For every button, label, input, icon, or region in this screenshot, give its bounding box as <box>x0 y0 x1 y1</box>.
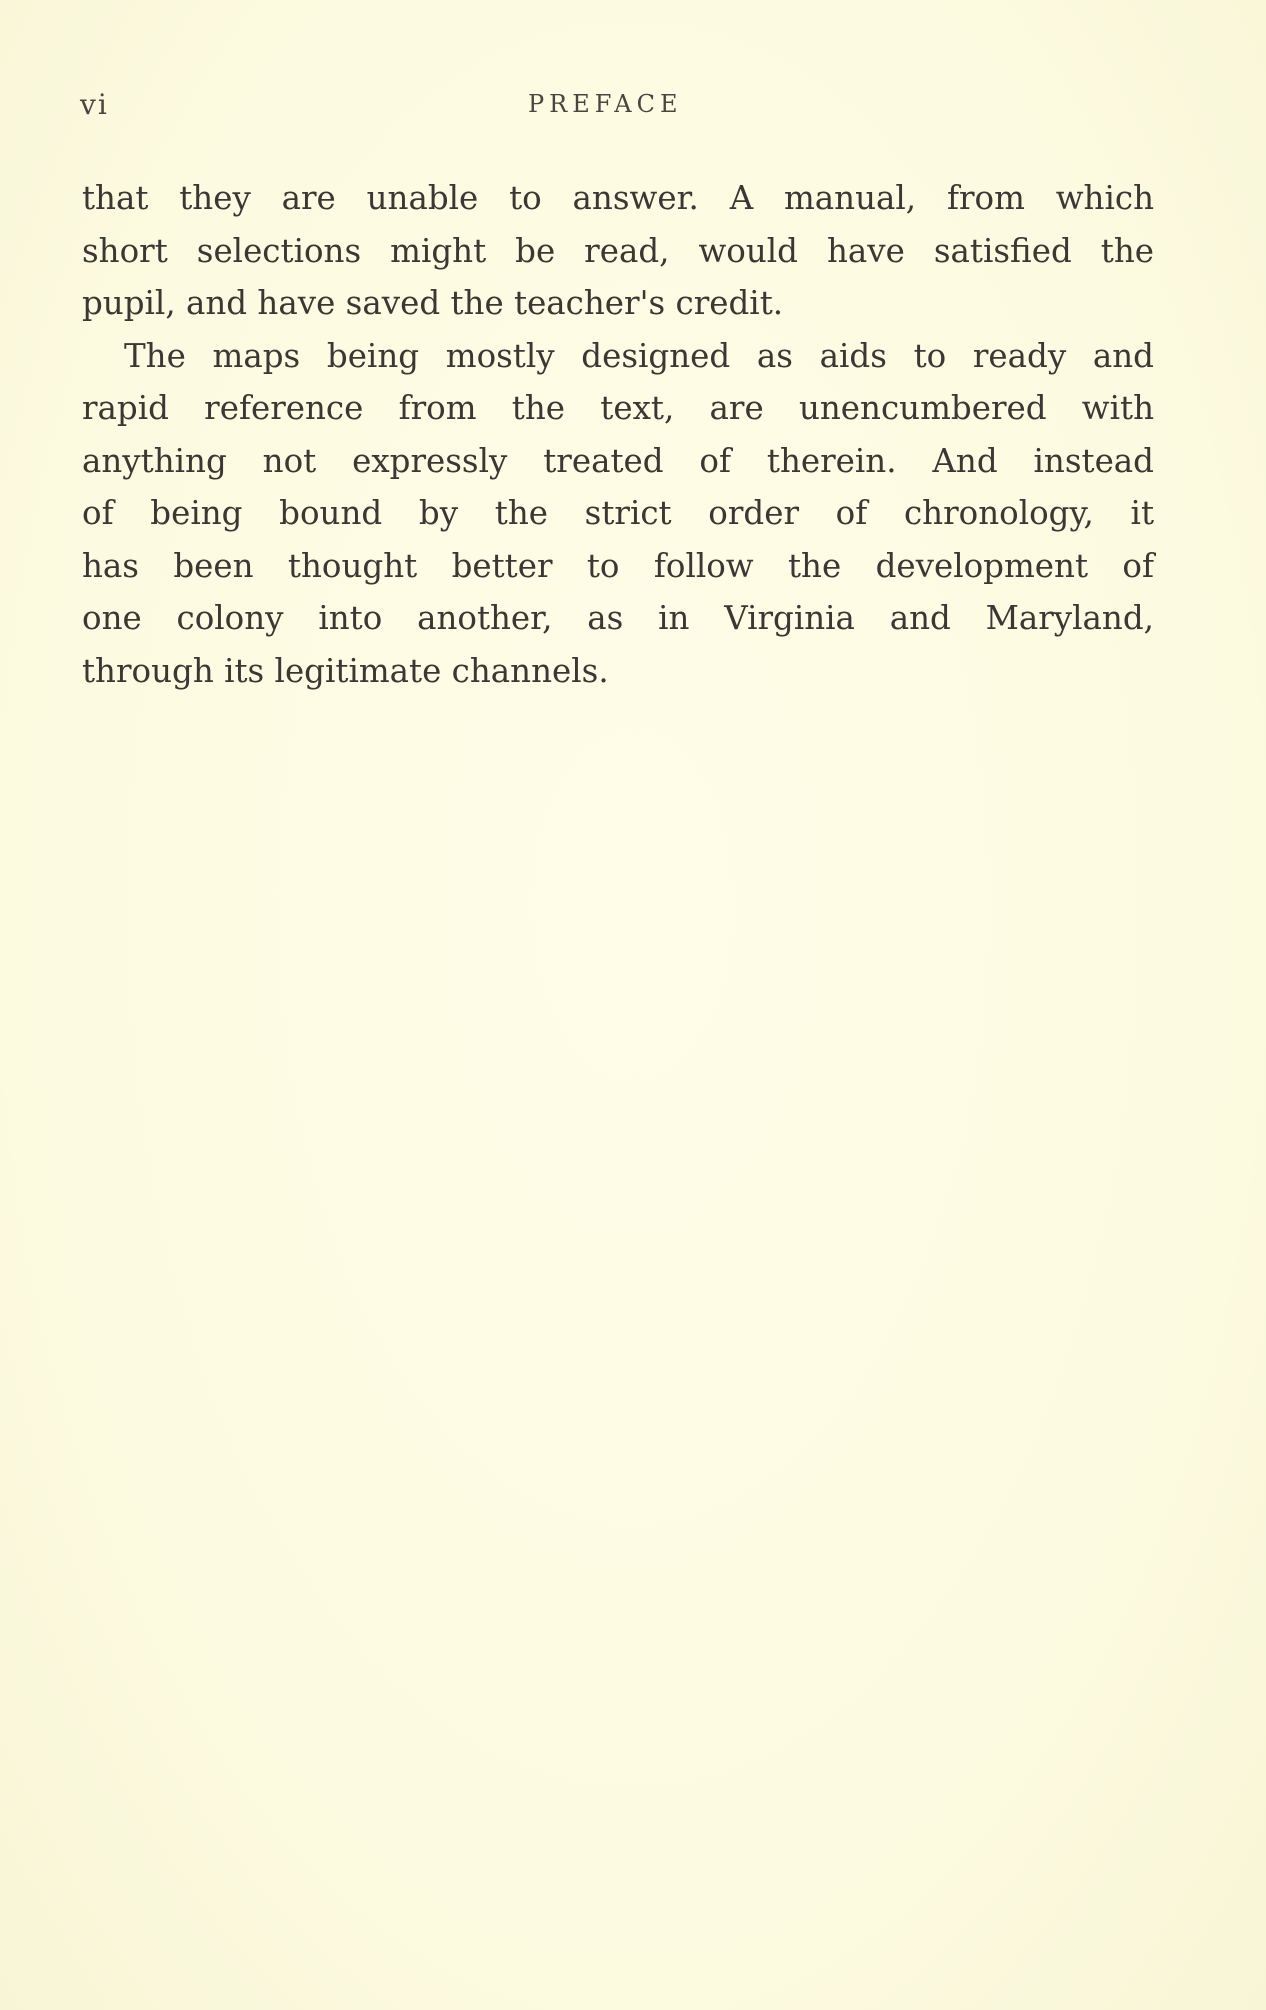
text-line: rapid reference from the text, are unencumbered with <box>82 389 1154 427</box>
text-line: through its legitimate channels. <box>82 651 609 690</box>
text-line: The maps being mostly designed as aids to ready and <box>124 336 1154 375</box>
text-line: has been thought better to follow the development of <box>82 546 1154 585</box>
text-line: pupil, and have saved the teacher's credit. <box>82 284 784 322</box>
text-line: anything not expressly treated of therein. And instead <box>82 441 1154 480</box>
text-line: of being bound by the strict order of chronology, it <box>82 494 1154 532</box>
page-number: vi <box>80 88 109 121</box>
preface-text <box>82 172 1154 697</box>
text-line: one colony into another, as in Virginia and Maryland, <box>82 599 1154 637</box>
text-line: short selections might be read, would have satisfied the <box>82 231 1154 270</box>
running-head <box>80 88 1180 128</box>
running-title: PREFACE <box>528 90 683 118</box>
text-line: that they are unable to answer. A manual, from which <box>82 179 1154 217</box>
